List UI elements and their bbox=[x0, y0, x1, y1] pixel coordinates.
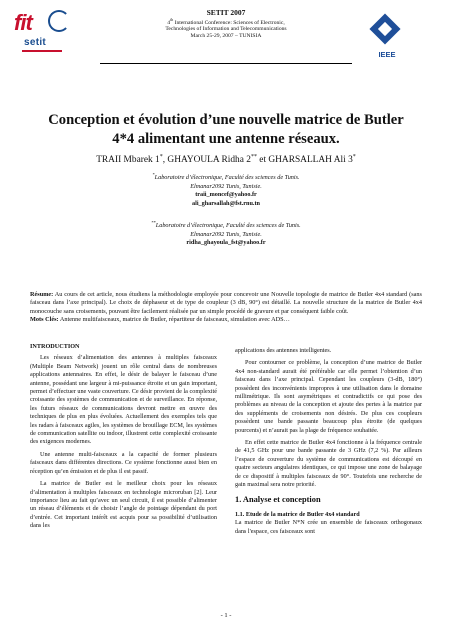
right-paragraph-2: En effet cette matrice de Butler 4x4 fonctionne à la fréquence centrale de 41,5 GHz pour une bande passante de 3 GHz (7,2 %). Par ailleurs l’espace de couverture du système de communications est découpé en quatre secteurs angulaires identiques, ce qui impose une zone de balayage de ce dispositif à multiples faisceaux de 90°. Toutefois une recherche de gain maximal sera notre priorité. bbox=[235, 439, 422, 489]
setit-logo-swirl-icon bbox=[48, 10, 70, 32]
left-column bbox=[30, 343, 217, 535]
affiliation-1-city: Elmanar2092 Tunis, Tunisie. bbox=[190, 182, 262, 190]
affiliation-2-lab bbox=[60, 219, 392, 231]
author-2: , GHAYOULA Ridha 2 bbox=[162, 155, 251, 166]
affiliation-2-email: ridha_ghayoula_fst@yahoo.fr bbox=[186, 239, 266, 247]
author-2-mark: ** bbox=[250, 154, 257, 160]
section-heading: 1. Analyse et conception bbox=[235, 494, 321, 504]
conference-date: March 25-29, 2007 – TUNISIA bbox=[190, 33, 262, 40]
author-1: TRAII Mbarek 1 bbox=[96, 155, 160, 166]
left-paragraph-2: Une antenne multi-faisceaux a la capacité de former plusieurs faisceaux dans différentes directions. Ce système fonctionne aussi bien en réception qu’en émission et de plus il est passif. bbox=[30, 450, 217, 475]
keywords bbox=[30, 316, 422, 324]
edition-suffix: th bbox=[170, 17, 174, 22]
author-line bbox=[40, 152, 412, 166]
conference-line-2: Technologies of Information and Telecommunications bbox=[165, 26, 287, 33]
right-column bbox=[235, 347, 422, 540]
ieee-logo bbox=[366, 16, 406, 62]
page-number: - 1 - bbox=[220, 612, 232, 619]
affiliation-2-lab-text: Laboratoire d’électronique, Faculté des sciences de Tunis. bbox=[155, 222, 301, 230]
affiliation-2 bbox=[60, 219, 392, 248]
right-paragraph-0: applications des antennes intelligentes. bbox=[235, 347, 332, 354]
paper-title: Conception et évolution d’une nouvelle matrice de Butler 4*4 alimentant une antenne réseaux. bbox=[48, 112, 404, 147]
affiliation-1-lab-text: Laboratoire d’électronique, Faculté des sciences de Tunis. bbox=[154, 174, 300, 182]
setit-logo-fit-text: fit bbox=[14, 10, 32, 35]
left-paragraph-1: Les réseaux d’alimentation des antennes à multiples faisceaux (Multiple Beam Network) jouent un rôle central dans de nombreuses applications antennaires. En effet, le désir de balayer le faisceau d’une antenne, possédant une largeur à mi-puissance étroite et un gain important, permet d’effectuer une vaste couverture. Ce désir provient de la complexité croissante des systèmes de communication et de surveillance. En réponse, les futurs réseaux de communications devront mettre en œuvre des techniques de plus en plus évoluées. Actuellement des exemples tels que les radars à faisceaux agiles, les systèmes de brouillage ECM, les systèmes de communication satellite ou indoor, illustrent cette complexité croissante des exigences modernes. bbox=[30, 354, 217, 446]
affiliation-1-email-1: traii_moncef@yahoo.fr bbox=[195, 191, 257, 199]
conference-header bbox=[100, 8, 352, 40]
right-paragraph-3: La matrice de Butler N*N crée un ensemble de faisceaux orthogonaux dans l'espace, ces faisceaux sont bbox=[235, 519, 422, 535]
affiliation-2-mark: ** bbox=[151, 220, 156, 225]
affiliation-1-mark: * bbox=[152, 172, 155, 177]
affiliation-2-city: Elmanar2092 Tunis, Tunisie. bbox=[190, 230, 262, 238]
left-paragraph-3: La matrice de Butler est le meilleur choix pour les réseaux d’alimentation à multiples faisceaux en technologie microruban [2]. Leur importance lieu au fait qu’avec un seul circuit, il est possible d’alimenter un réseau d’éléments et de choisir l’angle de pointage dépendant du port d’entrée. Cet important intérêt est acquis pour sa possibilité d’utilisation dans les bbox=[30, 480, 217, 530]
subsection-heading: 1.1. Etude de la matrice de Butler 4x4 standard bbox=[235, 510, 360, 518]
setit-logo-underline bbox=[22, 50, 62, 52]
conference-name: SETIT 2007 bbox=[206, 8, 246, 17]
conference-line-1-text: International Conference: Sciences of Electronic, bbox=[173, 19, 285, 26]
setit-logo bbox=[14, 8, 70, 54]
header-rule bbox=[100, 63, 352, 64]
affiliation-1-email-2: ali_gharsallah@fst.rnu.tn bbox=[192, 199, 260, 207]
abstract-text: Au cours de cet article, nous étudiens la méthodologie employée pour concevoir une Nouvelle topologie de matrice de Butler 4x4 standard (sans faisceau dans l’axe principal). Le choix de déphaseur et de type de coupleur (3 dB, 90°) est détaillé. La nouvelle structure de la matrice de Butler 4x4 monocouche sans croisements, pouvant être facilement réalisée par un simple procédé de gravure et par conséquent faible coût. bbox=[30, 291, 422, 315]
author-1-mark: * bbox=[159, 154, 163, 160]
ieee-logo-text: IEEE bbox=[378, 50, 396, 59]
affiliation-1-lab bbox=[60, 171, 392, 183]
right-paragraph-1: Pour contourner ce problème, la conception d’une matrice de Butler 4x4 non-standard aurait été préférable car elle permet l’obtention d’un faisceau dans l’axe principal. Cependant les coupleurs (3-dB, 180°) possèdent des inconvénients impropres à une utilisation dans le domaine millimétrique. Ils sont asymétriques et contradictifs ce qui pose des problèmes au niveau de la conception et ajoute des pertes à la matrice par des suppléments de croisements non désirés. De plus ces coupleurs possèdent une bande passante beaucoup plus étroite (de quelques pourcents) et n’aurait pas la plage de fréquence souhaitée. bbox=[235, 359, 422, 434]
introduction-heading: INTRODUCTION bbox=[30, 343, 80, 350]
author-3-mark: * bbox=[352, 154, 356, 160]
setit-logo-text: setit bbox=[24, 37, 47, 48]
keywords-text: Antenne multifaisceaux, matrice de Butler, répartiteur de faisceaux, simulation avec ADS… bbox=[58, 316, 290, 323]
affiliation-1 bbox=[60, 171, 392, 208]
edition-number: 4 bbox=[167, 19, 171, 26]
author-3: et GHARSALLAH Ali 3 bbox=[256, 155, 353, 166]
abstract bbox=[30, 291, 422, 316]
keywords-label: Mots Clés: bbox=[30, 316, 59, 323]
abstract-label: Résume: bbox=[30, 291, 54, 298]
